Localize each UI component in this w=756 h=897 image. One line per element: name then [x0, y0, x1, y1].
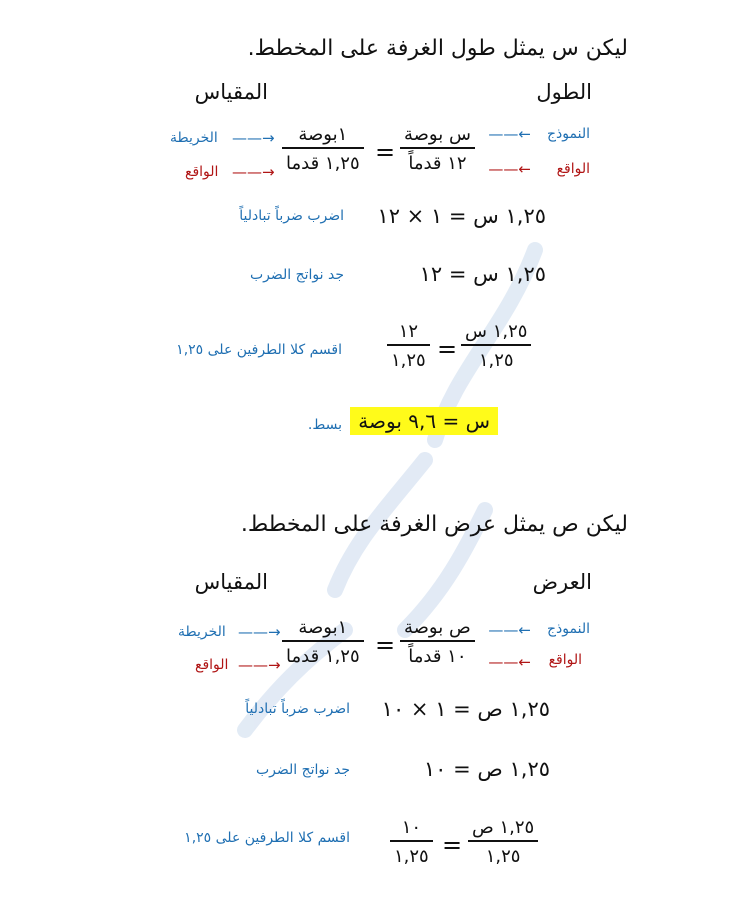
section2-label-model: النموذج	[547, 621, 590, 637]
section1-result-note: بسط.	[307, 417, 342, 433]
fraction-denominator: ١,٢٥	[391, 349, 426, 371]
section1-step1-equation: ١,٢٥ س = ١ × ١٢	[377, 204, 546, 228]
section1-label-map: الخريطة	[170, 130, 218, 146]
fraction-numerator: ١بوصة	[298, 617, 348, 638]
section1-step3-right-fraction	[387, 321, 430, 371]
arrow-right-icon: ——→	[232, 129, 275, 147]
section1-column-length: الطول	[536, 80, 592, 104]
arrow-left-icon: ←——	[488, 160, 531, 178]
section1-label-model: النموذج	[547, 126, 590, 142]
section2-ratio-scale	[282, 617, 364, 667]
fraction-numerator: ص بوصة	[404, 617, 471, 638]
equals-sign: =	[437, 335, 458, 363]
section1-step3-left-fraction	[461, 321, 531, 371]
section2-step3-right-fraction	[390, 817, 433, 867]
fraction-numerator: ١٠	[401, 817, 422, 838]
fraction-denominator: ١,٢٥	[478, 349, 514, 371]
section1-step2-note: جد نواتج الضرب	[249, 267, 344, 283]
equals-sign: =	[442, 831, 463, 859]
fraction-numerator: س بوصة	[404, 124, 471, 145]
section2-label-map: الخريطة	[178, 624, 226, 640]
fraction-denominator: ١٠ قدماً	[408, 645, 467, 667]
section2-step1-equation: ١,٢٥ ص = ١ × ١٠	[381, 697, 550, 721]
fraction-denominator: ١٢ قدماً	[408, 152, 467, 174]
section2-step2-equation: ١,٢٥ ص = ١٠	[423, 757, 550, 781]
section1-ratio-model	[400, 124, 475, 174]
fraction-denominator: ١,٢٥ قدما	[286, 152, 360, 174]
fraction-numerator: ١بوصة	[298, 124, 348, 145]
section2-ratio-model	[400, 617, 475, 667]
section2-column-scale: المقياس	[194, 570, 268, 594]
fraction-denominator: ١,٢٥	[394, 845, 429, 867]
fraction-numerator: ١,٢٥ ص	[472, 817, 535, 838]
equals-sign: =	[375, 631, 396, 659]
watermark-graphic	[205, 210, 565, 770]
arrow-right-icon: ——→	[238, 623, 281, 641]
section1-label-real: الواقع	[556, 161, 590, 177]
fraction-denominator: ١,٢٥ قدما	[286, 645, 360, 667]
section2-step3-left-fraction	[468, 817, 538, 867]
section2-label-real-left: الواقع	[195, 657, 229, 673]
section1-heading: ليكن س يمثل طول الغرفة على المخطط.	[247, 36, 628, 61]
section1-result	[350, 409, 498, 433]
section2-step3-note: اقسم كلا الطرفين على ١,٢٥	[184, 830, 350, 846]
section2-step1-note: اضرب ضرباً تبادلياً	[245, 701, 350, 717]
section1-label-real-left: الواقع	[185, 164, 219, 180]
result-highlight: س = ٩,٦ بوصة	[350, 407, 498, 435]
arrow-left-icon: ←——	[488, 125, 531, 143]
arrow-right-icon: ——→	[238, 656, 281, 674]
section2-column-width: العرض	[532, 570, 592, 594]
section2-step2-note: جد نواتج الضرب	[255, 762, 350, 778]
section2-label-real: الواقع	[548, 652, 582, 668]
section1-step3-note: اقسم كلا الطرفين على ١,٢٥	[176, 342, 342, 358]
section1-step2-equation: ١,٢٥ س = ١٢	[419, 262, 546, 286]
fraction-denominator: ١,٢٥	[485, 845, 521, 867]
fraction-numerator: ١٢	[398, 321, 419, 342]
arrow-left-icon: ←——	[488, 653, 531, 671]
section1-ratio-scale	[282, 124, 364, 174]
section1-column-scale: المقياس	[194, 80, 268, 104]
arrow-right-icon: ——→	[232, 163, 275, 181]
equals-sign: =	[375, 138, 396, 166]
arrow-left-icon: ←——	[488, 621, 531, 639]
fraction-numerator: ١,٢٥ س	[465, 321, 528, 342]
section1-step1-note: اضرب ضرباً تبادلياً	[239, 208, 344, 224]
section2-heading: ليكن ص يمثل عرض الغرفة على المخطط.	[240, 512, 628, 537]
